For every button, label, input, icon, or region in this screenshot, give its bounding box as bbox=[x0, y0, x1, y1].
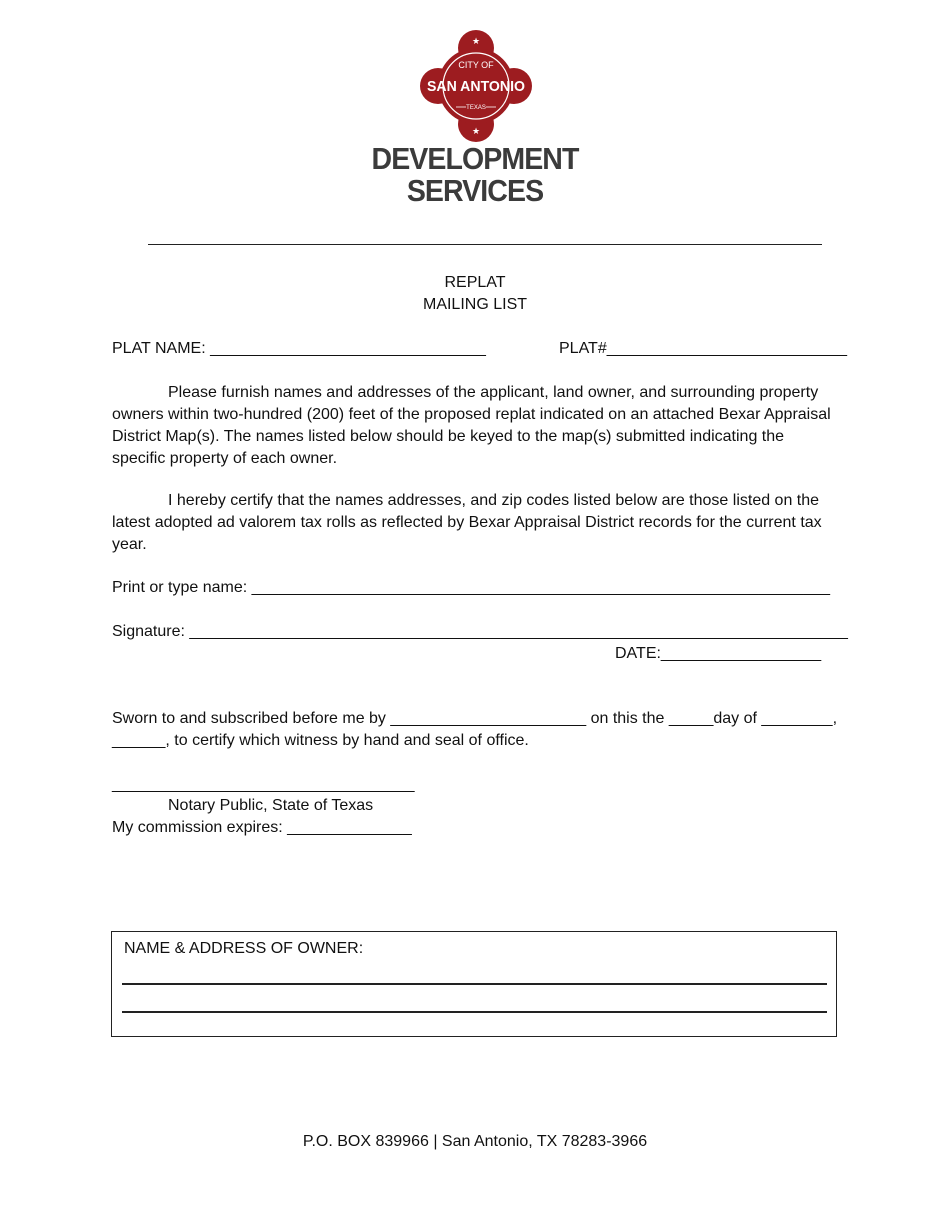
owner-entry-line[interactable] bbox=[122, 1011, 827, 1013]
plat-number-field[interactable]: PLAT#___________________________ bbox=[559, 340, 847, 357]
footer-address: P.O. BOX 839966 | San Antonio, TX 78283-3966 bbox=[302, 1133, 648, 1150]
notary-title: Notary Public, State of Texas bbox=[168, 797, 374, 814]
instructions-paragraph: Please furnish names and addresses of the applicant, land owner, and surrounding property owners within two-hundred (200) feet of the proposed replat indicated on an attached Bexar Appraisal District Map(s). The names listed below should be keyed to the map(s) submitted indicating the specific property of each owner. bbox=[112, 384, 831, 467]
owner-box-label: NAME & ADDRESS OF OWNER: bbox=[124, 940, 364, 957]
owner-entry-line[interactable] bbox=[122, 983, 827, 985]
sworn-statement-line2: ______, to certify which witness by hand and seal of office. bbox=[112, 732, 529, 749]
print-name-field[interactable]: Print or type name: _________________________________________________________________ bbox=[112, 579, 831, 596]
department-name-line2: SERVICES bbox=[406, 173, 544, 208]
notary-signature-line[interactable]: __________________________________ bbox=[112, 776, 415, 793]
date-field[interactable]: DATE:__________________ bbox=[615, 645, 822, 662]
owner-address-box bbox=[111, 931, 837, 1037]
header-divider bbox=[148, 244, 822, 245]
form-title: REPLAT bbox=[444, 274, 506, 291]
commission-expires-field[interactable]: My commission expires: ______________ bbox=[112, 819, 412, 836]
plat-name-field[interactable]: PLAT NAME: _______________________________ bbox=[112, 340, 486, 357]
seal-text-top: CITY OF bbox=[458, 60, 494, 70]
seal-text-middle: SAN ANTONIO bbox=[427, 78, 526, 95]
seal-text-bottom: TEXAS bbox=[466, 105, 486, 111]
city-seal-logo bbox=[420, 30, 532, 142]
svg-text:★: ★ bbox=[471, 37, 481, 47]
sworn-statement-line1: Sworn to and subscribed before me by ______________________ on this the _____day of ________, bbox=[112, 710, 838, 727]
department-name-line1: DEVELOPMENT bbox=[371, 141, 579, 176]
certification-paragraph: I hereby certify that the names addresses, and zip codes listed below are those listed on the latest adopted ad valorem tax rolls as reflected by Bexar Appraisal District records for the current tax year. bbox=[112, 492, 822, 553]
signature-field[interactable]: Signature: __________________________________________________________________________ bbox=[112, 623, 848, 640]
form-subtitle: MAILING LIST bbox=[422, 296, 528, 313]
svg-text:★: ★ bbox=[471, 127, 481, 137]
